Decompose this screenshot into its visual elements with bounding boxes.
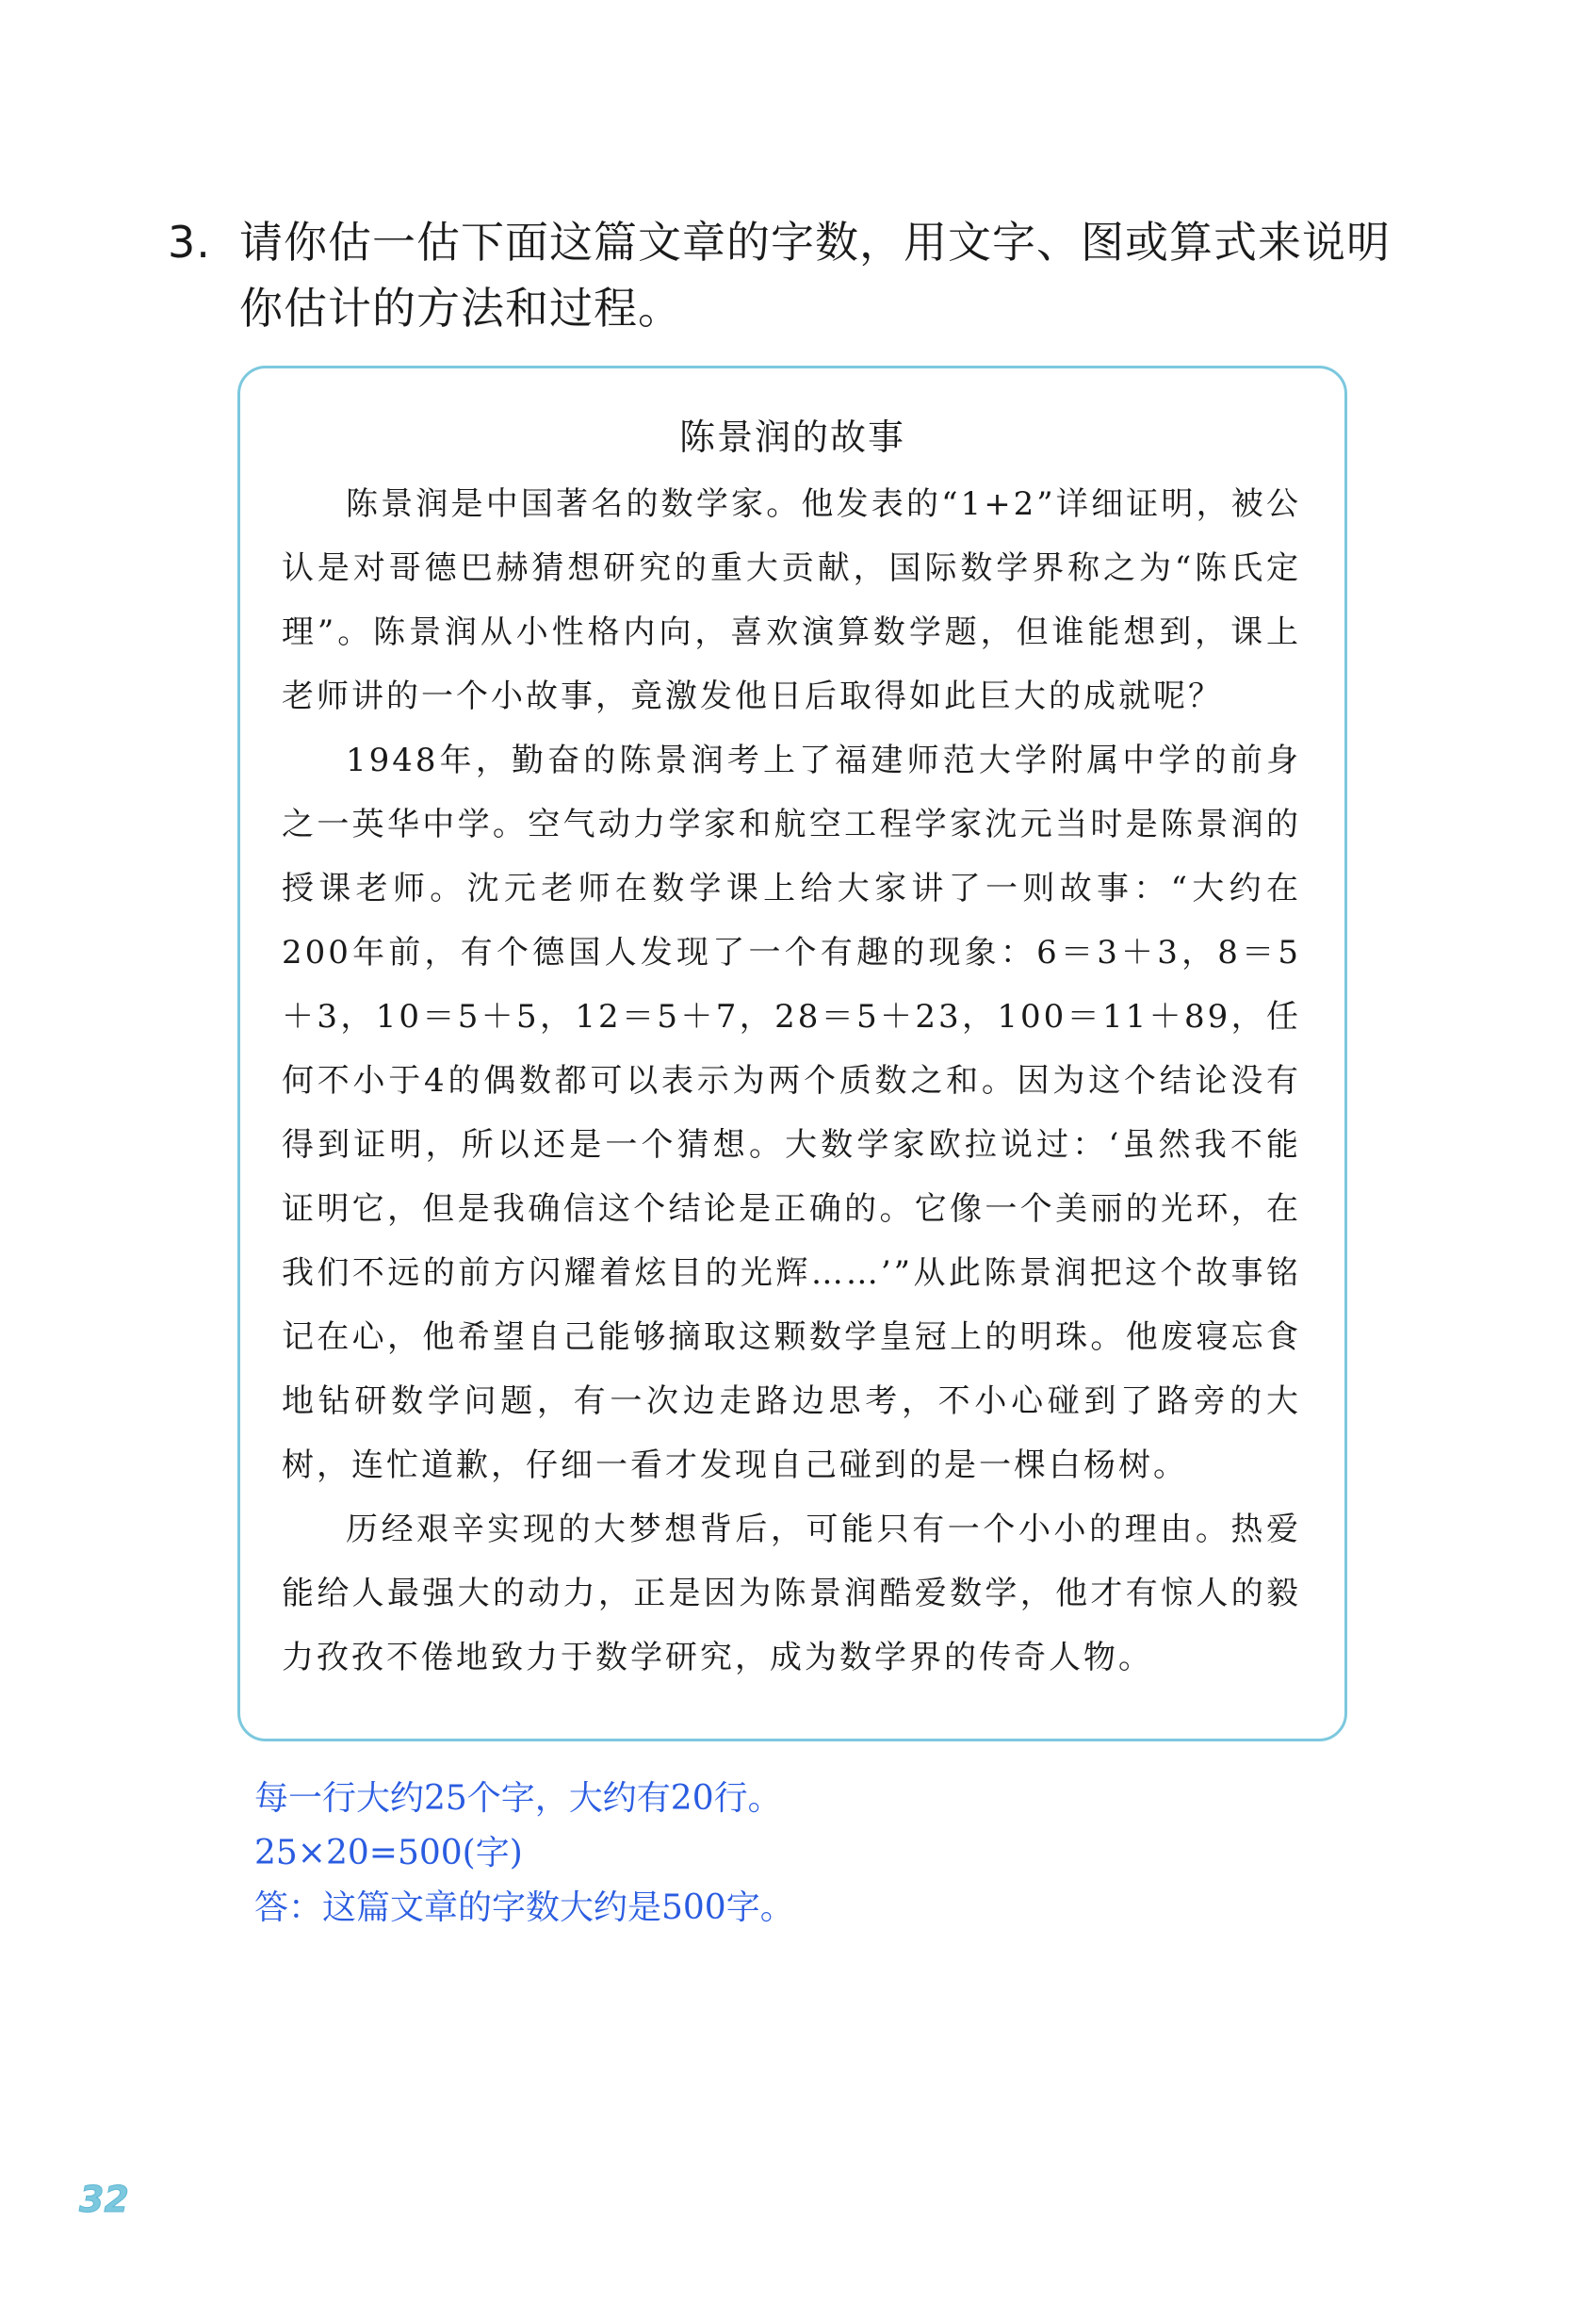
question-number: 3. (168, 217, 211, 268)
answer-line: 25×20=500(字) (254, 1834, 523, 1872)
story-paragraph: 陈景润是中国著名的数学家。他发表的“1+2”详细证明，被公认是对哥德巴赫猜想研究的重大贡献，国际数学界称之为“陈氏定理”。陈景润从小性格内向，喜欢演算数学题，但谁能想到，课上老师讲的一个小故事，竟激发他日后取得如此巨大的成就呢？ (282, 485, 1301, 715)
question-text: 请你估一估下面这篇文章的字数，用文字、图或算式来说明你估计的方法和过程。 (239, 217, 1391, 334)
story-title: 陈景润的故事 (678, 417, 905, 458)
story-box (237, 366, 1347, 1741)
page-number: 32 (79, 2179, 129, 2220)
answer (254, 1772, 794, 1936)
story-paragraph: 历经艰辛实现的大梦想背后，可能只有一个小小的理由。热爱能给人最强大的动力，正是因为陈景润酷爱数学，他才有惊人的毅力孜孜不倦地致力于数学研究，成为数学界的传奇人物。 (282, 1511, 1301, 1676)
story-body (282, 472, 1301, 1690)
answer-line: 每一行大约25个字，大约有20行。 (254, 1779, 782, 1818)
question (168, 209, 1430, 341)
story-paragraph: 1948年，勤奋的陈景润考上了福建师范大学附属中学的前身之一英华中学。空气动力学家和航空工程学家沈元当时是陈景润的授课老师。沈元老师在数学课上给大家讲了一则故事：“大约在200年前，有个德国人发现了一个有趣的现象：6＝3＋3，8＝5＋3，10＝5＋5，12＝5＋7，28＝5＋23，100＝11＋89，任何不小于4的偶数都可以表示为两个质数之和。因为这个结论没有得到证明，所以还是一个猜想。大数学家欧拉说过：‘虽然我不能证明它，但是我确信这个结论是正确的。它像一个美丽的光环，在我们不远的前方闪耀着炫目的光辉……’”从此陈景润把这个故事铭记在心，他希望自己能够摘取这颗数学皇冠上的明珠。他废寝忘食地钻研数学问题，有一次边走路边思考，不小心碰到了路旁的大树，连忙道歉，仔细一看才发现自己碰到的是一棵白杨树。 (282, 742, 1301, 1484)
answer-line: 答：这篇文章的字数大约是500字。 (254, 1888, 794, 1927)
